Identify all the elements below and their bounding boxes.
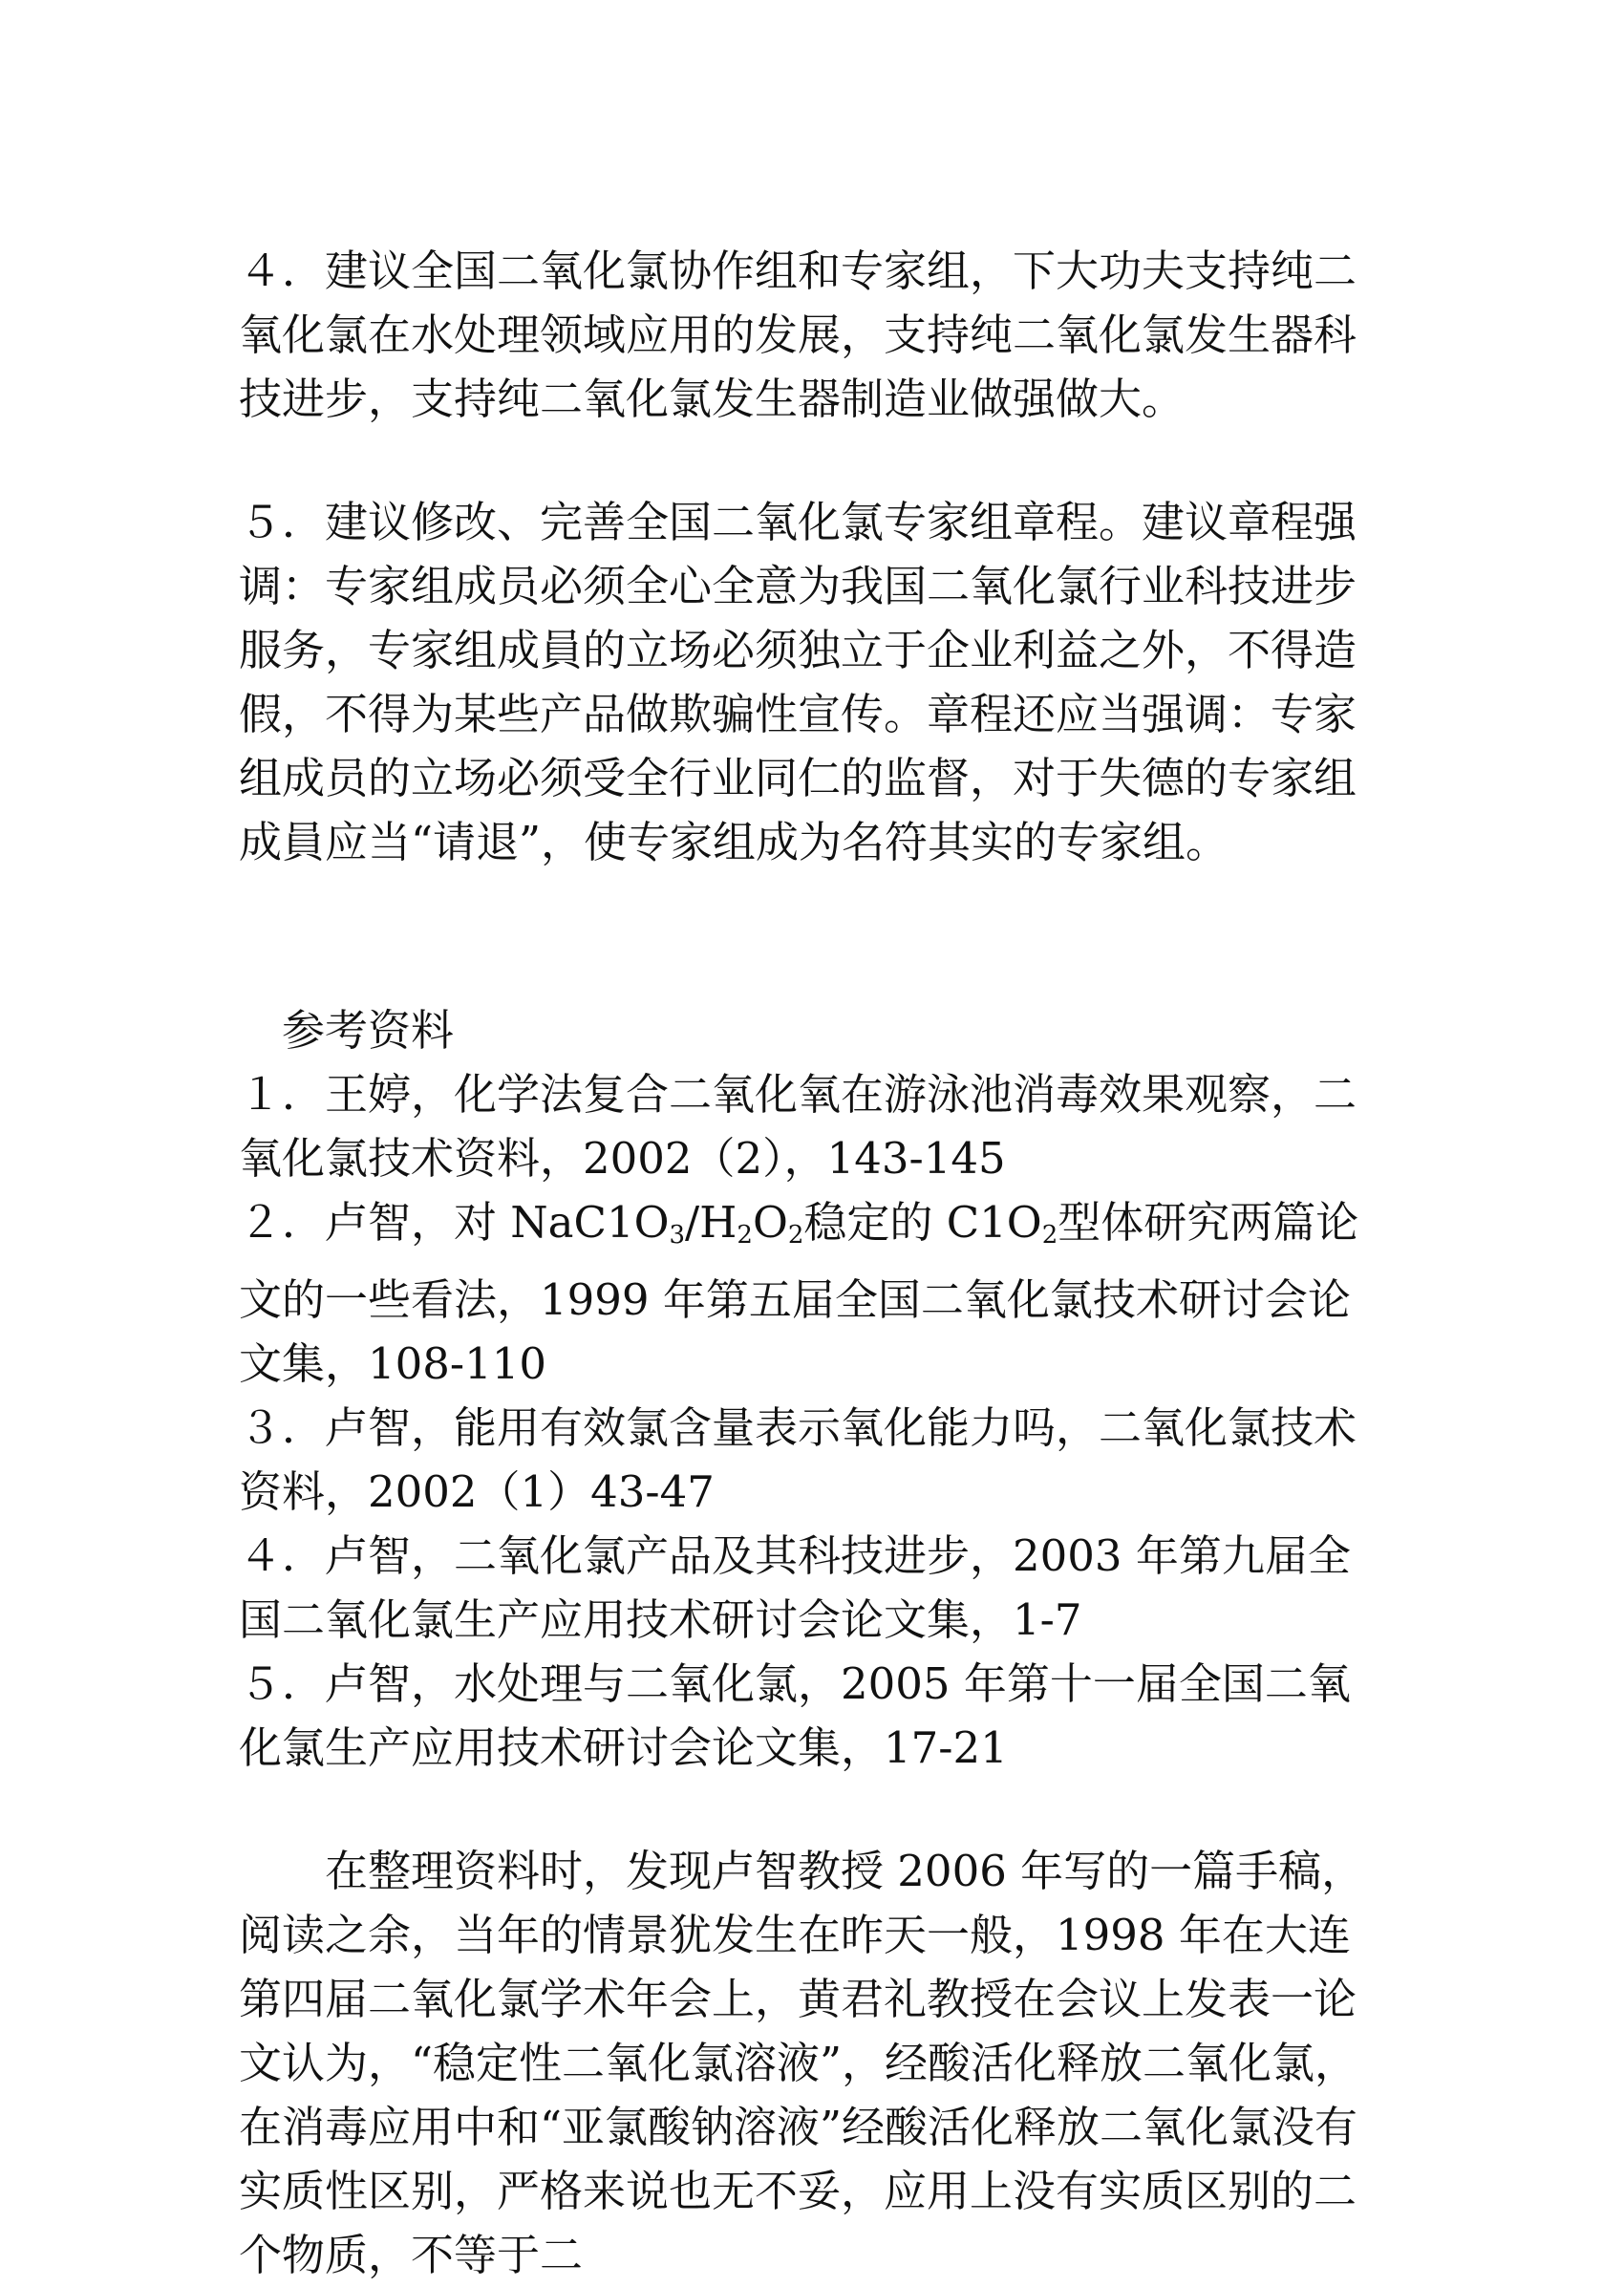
- reference-2-suffix: 型体研究两篇论文的一些看法，1999 年第五届全国二氧化氯技术研讨会论文集，108-110: [239, 1197, 1359, 1389]
- reference-2-subscript: 2: [1041, 1221, 1058, 1250]
- document-page: [239, 239, 1385, 2287]
- reference-2-subscript: 2: [787, 1221, 804, 1250]
- recommendation-4: ４．建议全国二氧化氯协作组和专家组，下大功夫支持纯二氧化氯在水处理领域应用的发展，支持纯二氧化氯发生器科技进步，支持纯二氧化氯发生器制造业做强做大。: [239, 246, 1357, 424]
- spacer: [239, 874, 1385, 998]
- reference-item-4: ４．卢智，二氧化氯产品及其科技进步，2003 年第九届全国二氧化氯生产应用技术研讨会论文集，1-7: [239, 1530, 1351, 1645]
- reference-2-subscript: 3: [669, 1221, 686, 1250]
- reference-2-text: /H: [685, 1197, 737, 1248]
- closing-paragraph: 在整理资料时，发现卢智教授 2006 年写的一篇手稿，阅读之余，当年的情景犹发生在昨天一般，1998 年在大连第四届二氧化氯学术年会上，黄君礼教授在会议上发表一论文认为，“稳定性二氧化氯溶液”，经酸活化释放二氧化氯，在消毒应用中和“亚氯酸钠溶液”经酸活化释放二氧化氯没有实质性区别，严格来说也无不妥，应用上没有实质区别的二个物质，不等于二: [239, 1846, 1365, 2280]
- reference-item-5: ５．卢智，水处理与二氧化氯，2005 年第十一届全国二氧化氯生产应用技术研讨会论文集，17-21: [239, 1658, 1351, 1773]
- reference-item-3: ３．卢智，能用有效氯含量表示氧化能力吗，二氧化氯技术资料，2002（1）43-47: [239, 1402, 1357, 1517]
- reference-2-text: 稳定的 C1O: [803, 1197, 1042, 1248]
- references-heading: 参考资料: [282, 1005, 455, 1056]
- reference-2-subscript: 2: [737, 1221, 753, 1250]
- reference-2-text: O: [752, 1197, 788, 1248]
- reference-2-prefix: ２．卢智，对 NaC1O: [239, 1197, 670, 1248]
- spacer: [239, 1780, 1385, 1839]
- reference-item-2: [239, 1190, 1385, 1396]
- recommendation-5: ５．建议修改、完善全国二氧化氯专家组章程。建议章程强调：专家组成员必须全心全意为我国二氧化氯行业科技进步服务，专家组成員的立场必须独立于企业利益之外，不得造假，不得为某些产品做欺骗性宣传。章程还应当强调：专家组成员的立场必须受全行业同仁的监督，对于失德的专家组成員应当“请退”，使专家组成为名符其实的专家组。: [239, 497, 1357, 867]
- reference-item-1: １．王婷，化学法复合二氧化氧在游泳池消毒效果观察，二氧化氯技术资料，2002（2），143-145: [239, 1069, 1357, 1184]
- spacer: [239, 431, 1385, 490]
